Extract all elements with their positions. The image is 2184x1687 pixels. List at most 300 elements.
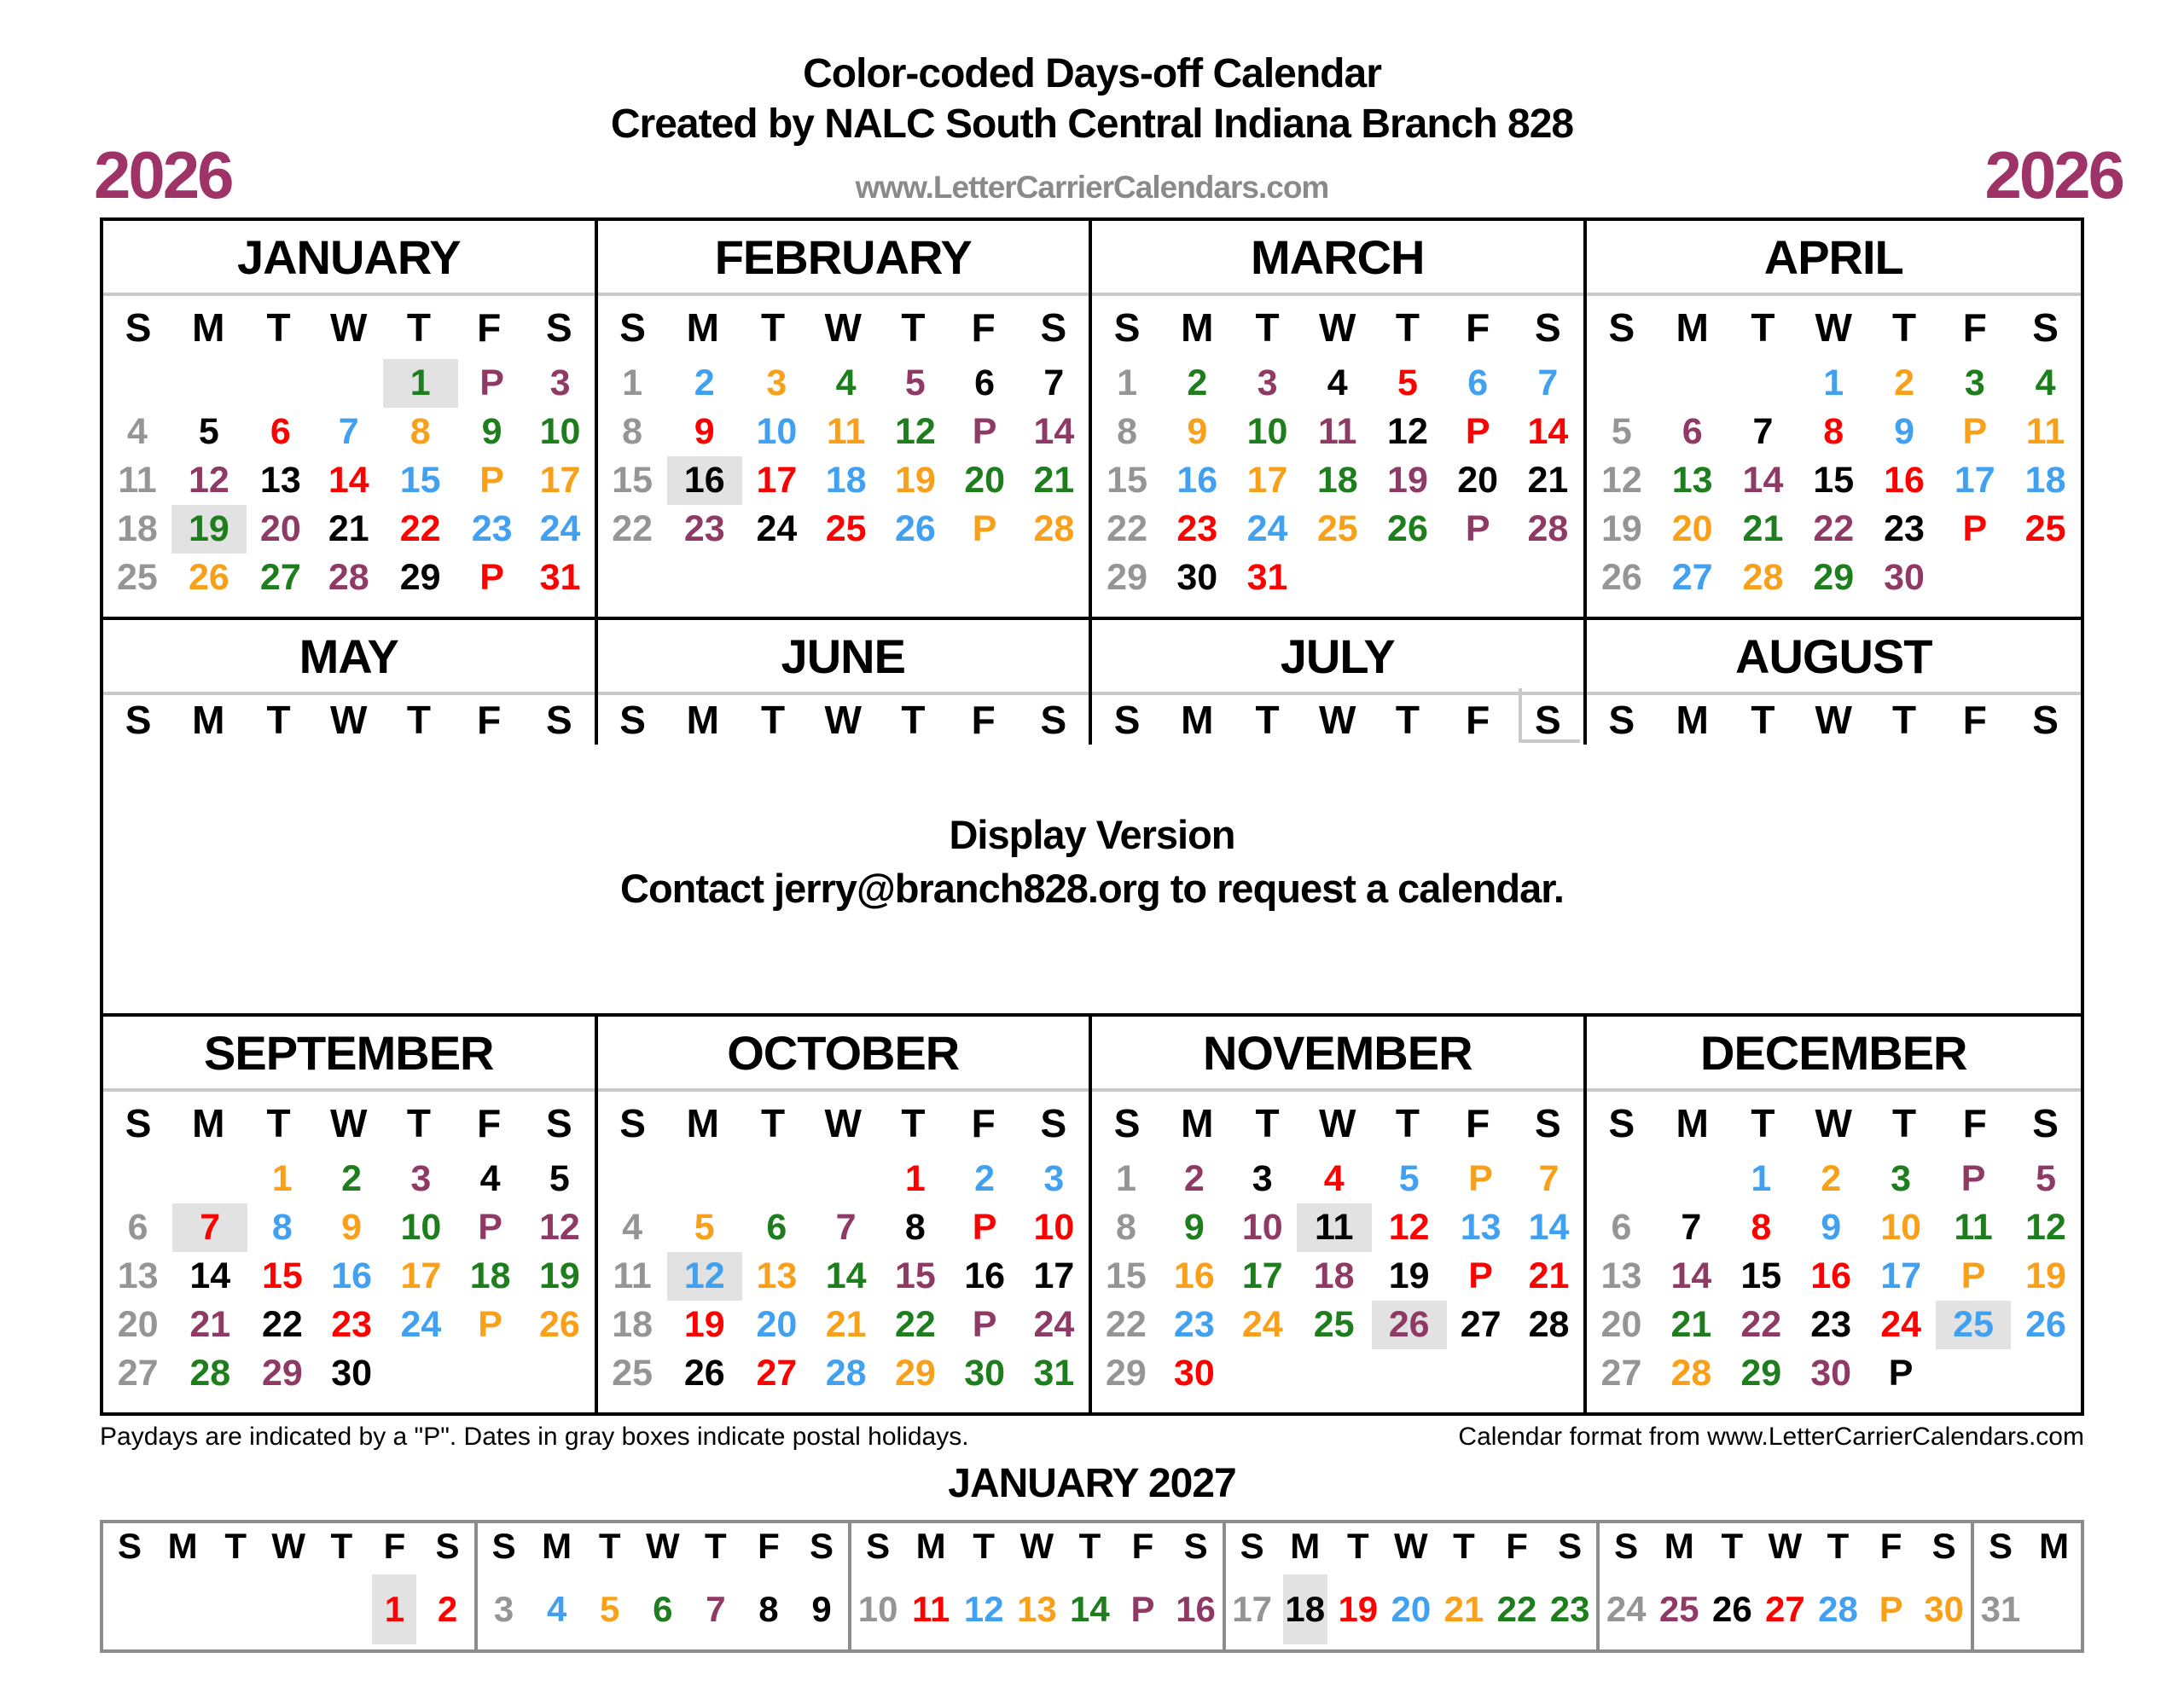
date-cell (1657, 359, 1728, 408)
date-cell (1587, 1349, 1657, 1398)
date-cell (1160, 1252, 1228, 1301)
date-number: 25 (1316, 508, 1358, 549)
weekday-label: F (971, 1101, 996, 1145)
date-number: 21 (1742, 508, 1784, 549)
date-cell (2010, 408, 2081, 456)
date-cell (1297, 1203, 1372, 1252)
date-cell (667, 1155, 742, 1203)
date-cell (103, 1349, 172, 1398)
legend-format-credit: Calendar format from www.LetterCarrierCalendars.com (1458, 1423, 2084, 1451)
date-number: 10 (756, 411, 798, 452)
date-number: 14 (189, 1255, 231, 1296)
date-cell (950, 1203, 1019, 1252)
date-cell (525, 1252, 594, 1301)
date-cell (1600, 1569, 1653, 1649)
date-cell (1513, 505, 1583, 554)
weekday-label: T (901, 305, 926, 350)
weekday-label: M (1676, 698, 1709, 742)
date-cell (1297, 1301, 1372, 1349)
date-cell (1656, 1155, 1726, 1203)
date-number: 1 (1823, 362, 1844, 403)
date-number: 14 (1033, 411, 1075, 452)
months-band-jan-apr (103, 221, 2081, 620)
date-cell (742, 1301, 811, 1349)
date-number: 16 (1884, 460, 1925, 501)
weekday-label: S (125, 305, 152, 350)
weekday-label: F (971, 698, 996, 742)
date-number: 21 (1443, 1589, 1484, 1629)
weekday-label: F (1879, 1526, 1902, 1566)
date-cell (1373, 359, 1443, 408)
page-title-line1: Color-coded Days-off Calendar (803, 51, 1381, 96)
date-number: 25 (825, 508, 867, 549)
date-cell (880, 456, 950, 505)
date-number: 3 (410, 1158, 432, 1199)
jan2027-week-block (1600, 1523, 1974, 1649)
date-cell (458, 505, 526, 554)
date-number: 9 (1183, 1207, 1205, 1248)
date-cell (458, 408, 526, 456)
date-cell (1162, 554, 1232, 602)
month-title: NOVEMBER (1092, 1017, 1583, 1092)
date-cell (1515, 1252, 1583, 1301)
date-cell (1372, 1203, 1447, 1252)
payday-marker: P (1468, 1158, 1493, 1199)
weekday-label: T (1395, 1101, 1420, 1145)
date-number: 18 (1316, 460, 1358, 501)
date-number: 17 (1880, 1255, 1922, 1296)
date-cell (315, 408, 383, 456)
date-number: 1 (622, 362, 643, 403)
date-cell (1587, 1252, 1657, 1301)
date-number: 12 (2025, 1207, 2066, 1248)
date-number: 14 (328, 460, 369, 501)
date-cell (2011, 1252, 2081, 1301)
weekday-label: S (619, 698, 646, 742)
date-cell (478, 1569, 531, 1649)
date-cell (1303, 408, 1373, 456)
date-number: 25 (612, 1353, 653, 1394)
date-number: 25 (2024, 508, 2066, 549)
date-number: 10 (1033, 1207, 1075, 1248)
date-number: 29 (1107, 557, 1148, 598)
date-number: 30 (964, 1353, 1006, 1394)
date-number: 26 (1372, 1301, 1447, 1349)
date-number: 4 (1327, 362, 1348, 403)
date-number: 12 (188, 460, 229, 501)
weekday-row (1226, 1523, 1597, 1569)
date-number: 9 (694, 411, 715, 452)
weekday-label: S (1558, 1526, 1583, 1566)
date-cell (1162, 408, 1232, 456)
date-cell (1758, 1569, 1811, 1649)
weekday-row (598, 695, 1089, 745)
date-cell (1297, 1252, 1372, 1301)
date-cell (811, 1301, 880, 1349)
month-december (1587, 1017, 2082, 1412)
date-cell (1587, 1155, 1657, 1203)
date-number: 14 (1742, 460, 1784, 501)
date-cell (315, 1569, 368, 1649)
weekday-label: T (266, 305, 291, 350)
date-cell (1936, 1203, 2011, 1252)
weekday-label: F (1506, 1526, 1528, 1566)
month-title: DECEMBER (1587, 1017, 2082, 1092)
date-number: 1 (1115, 1158, 1136, 1199)
date-cell (742, 456, 811, 505)
month-april (1587, 221, 2082, 617)
date-cell (2011, 1155, 2081, 1203)
note-line1: Display Version (949, 812, 1235, 857)
date-number: 29 (261, 1353, 303, 1394)
payday-marker: P (479, 362, 504, 403)
date-cell (1869, 408, 1940, 456)
date-cell (811, 1252, 880, 1301)
date-cell (1443, 505, 1513, 554)
date-cell (156, 1569, 209, 1649)
weekday-label: T (901, 698, 926, 742)
month-october (598, 1017, 1093, 1412)
date-cell (1019, 1155, 1089, 1203)
date-number: 16 (964, 1255, 1006, 1296)
date-number: 23 (1884, 508, 1925, 549)
date-number: 3 (1257, 362, 1278, 403)
date-number: 24 (1033, 1304, 1075, 1345)
date-number: 6 (1611, 1207, 1632, 1248)
date-number: 11 (118, 460, 157, 501)
date-cell (811, 359, 880, 408)
dates-grid (103, 359, 595, 602)
date-number: 3 (549, 362, 571, 403)
weekday-label: W (330, 305, 368, 350)
weekday-label: M (686, 698, 719, 742)
date-cell (1447, 1252, 1515, 1301)
date-number: 7 (835, 1207, 857, 1248)
weekday-label: W (1768, 1526, 1803, 1566)
date-cell (171, 408, 247, 456)
date-number: 20 (1671, 508, 1713, 549)
date-cell (1869, 359, 1940, 408)
date-cell (880, 408, 950, 456)
date-number: 28 (189, 1353, 231, 1394)
legend-row (100, 1423, 2084, 1452)
date-cell (1372, 1155, 1447, 1203)
date-number: 7 (1538, 1158, 1560, 1199)
date-number: 15 (894, 1255, 936, 1296)
weekday-label: S (1113, 1101, 1141, 1145)
date-number: 26 (1387, 508, 1428, 549)
weekday-row (598, 1092, 1089, 1155)
date-number: 1 (1117, 362, 1138, 403)
date-cell (667, 505, 742, 554)
date-number: 10 (400, 1207, 442, 1248)
date-cell (458, 456, 526, 505)
title-block (0, 49, 2184, 212)
date-number: 17 (1954, 460, 1995, 501)
date-cell (811, 1203, 880, 1252)
weekday-label: W (1319, 1101, 1356, 1145)
weekday-label: F (1962, 305, 1987, 350)
date-number: 14 (1527, 411, 1569, 452)
date-cell (1232, 456, 1302, 505)
date-cell (1438, 1569, 1490, 1649)
date-cell (598, 505, 667, 554)
date-number: 20 (1600, 1304, 1642, 1345)
weekday-label: S (619, 305, 646, 350)
date-cell (667, 1203, 742, 1252)
date-cell (950, 359, 1019, 408)
weekday-row (1092, 695, 1583, 745)
date-cell (2011, 1203, 2081, 1252)
weekday-label: T (1078, 1526, 1101, 1566)
payday-marker: P (1960, 1255, 1986, 1296)
date-number: 13 (1600, 1255, 1642, 1296)
date-cell (1705, 1569, 1758, 1649)
date-cell (247, 456, 315, 505)
date-number: 25 (1658, 1589, 1699, 1629)
weekday-label: M (1181, 1101, 1214, 1145)
date-number: 23 (471, 508, 513, 549)
date-number: 27 (1671, 557, 1713, 598)
date-cell (247, 1203, 317, 1252)
date-cell (742, 1349, 811, 1398)
date-number: 1 (1751, 1158, 1772, 1199)
month-title: APRIL (1587, 221, 2082, 296)
date-cell (1019, 1301, 1089, 1349)
weekday-label: M (1676, 305, 1709, 350)
date-number: 1 (372, 1574, 416, 1645)
date-cell (1162, 456, 1232, 505)
date-cell (2010, 456, 2081, 505)
weekday-label: F (1962, 698, 1987, 742)
date-cell (1303, 554, 1373, 602)
date-cell (456, 1203, 525, 1252)
date-number: 8 (1751, 1207, 1772, 1248)
date-number: 21 (825, 1304, 867, 1345)
date-cell (456, 1252, 525, 1301)
date-number: 9 (811, 1589, 832, 1629)
date-number: 22 (1496, 1589, 1537, 1629)
weekday-label: F (1466, 305, 1490, 350)
weekday-label: S (1040, 1101, 1067, 1145)
date-number: 30 (1810, 1353, 1852, 1394)
date-number: 13 (117, 1255, 159, 1296)
date-cell (2010, 554, 2081, 602)
weekday-row (103, 695, 595, 745)
date-cell (2010, 359, 2081, 408)
date-number: 7 (338, 411, 359, 452)
date-cell (386, 1155, 456, 1203)
date-cell (383, 456, 458, 505)
weekday-label: S (1040, 698, 1067, 742)
weekday-label: W (1019, 1526, 1054, 1566)
date-cell (456, 1349, 525, 1398)
date-cell (103, 1155, 172, 1203)
date-cell (598, 456, 667, 505)
weekday-row (103, 1523, 474, 1569)
date-cell (1160, 1301, 1228, 1349)
date-cell (1513, 456, 1583, 505)
payday-marker: P (478, 1207, 502, 1248)
date-number: 14 (1670, 1255, 1712, 1296)
date-cell (1228, 1349, 1297, 1398)
weekday-label: T (1751, 1101, 1775, 1145)
date-number: 6 (974, 362, 996, 403)
dates-row (1600, 1569, 1971, 1649)
weekday-label: M (915, 1526, 946, 1566)
date-cell (1513, 359, 1583, 408)
weekday-label: T (1453, 1526, 1475, 1566)
weekday-row (1092, 1092, 1583, 1155)
date-number: 19 (538, 1255, 580, 1296)
weekday-label: S (1614, 1526, 1639, 1566)
weekday-label: T (1255, 1101, 1280, 1145)
date-number: 16 (1176, 460, 1218, 501)
date-cell (1513, 408, 1583, 456)
date-cell (1936, 1155, 2011, 1203)
date-number: 22 (612, 508, 653, 549)
date-cell (1656, 1252, 1726, 1301)
month-september (103, 1017, 598, 1412)
date-number: 9 (1821, 1207, 1842, 1248)
date-number: 2 (1183, 1158, 1205, 1199)
months-band-sep-dec (103, 1013, 2081, 1412)
date-cell (1587, 359, 1658, 408)
date-cell (1160, 1203, 1228, 1252)
weekday-label: S (546, 1101, 572, 1145)
weekday-label: S (1608, 1101, 1635, 1145)
date-number: 5 (1397, 362, 1418, 403)
date-number: 16 (1176, 1589, 1216, 1629)
date-cell (368, 1569, 421, 1649)
date-number: 19 (171, 505, 247, 554)
date-number: 7 (1752, 411, 1774, 452)
date-cell (247, 1301, 317, 1349)
payday-marker: P (972, 1207, 997, 1248)
dates-grid (1587, 1155, 2082, 1398)
weekday-label: T (1891, 305, 1917, 350)
date-cell (525, 1203, 594, 1252)
date-cell (667, 1301, 742, 1349)
date-number: 19 (1338, 1589, 1379, 1629)
date-number: 11 (911, 1589, 950, 1629)
date-cell (1490, 1569, 1543, 1649)
date-cell (172, 1301, 247, 1349)
date-cell (1657, 408, 1728, 456)
date-cell (1798, 554, 1869, 602)
weekday-label: T (224, 1526, 247, 1566)
date-cell (1587, 1203, 1657, 1252)
date-cell (880, 1203, 950, 1252)
date-cell (315, 359, 383, 408)
date-cell (598, 1301, 667, 1349)
date-number: 24 (756, 508, 798, 549)
date-number: 19 (683, 1304, 725, 1345)
date-number: 20 (117, 1304, 159, 1345)
date-cell (103, 456, 171, 505)
date-number: 17 (1033, 1255, 1075, 1296)
date-cell (1232, 505, 1302, 554)
date-cell (1092, 1252, 1160, 1301)
weekday-label: T (1721, 1526, 1744, 1566)
weekday-label: M (542, 1526, 572, 1566)
date-cell (1116, 1569, 1169, 1649)
date-cell (1865, 1569, 1918, 1649)
date-cell (103, 1203, 172, 1252)
date-cell (667, 1252, 742, 1301)
weekday-label: S (546, 698, 572, 742)
date-cell (1019, 505, 1089, 554)
weekday-row (1092, 296, 1583, 359)
payday-marker: P (1879, 1589, 1903, 1629)
date-number: 17 (1232, 1589, 1272, 1629)
month-title: MAY (103, 620, 595, 695)
date-number: 11 (2025, 411, 2065, 452)
date-cell (1092, 1155, 1160, 1203)
date-cell (526, 456, 595, 505)
date-cell (1796, 1252, 1866, 1301)
date-cell (317, 1155, 386, 1203)
date-cell (526, 408, 595, 456)
date-number: 8 (622, 411, 643, 452)
date-cell (1160, 1155, 1228, 1203)
weekday-label: S (118, 1526, 142, 1566)
weekday-label: F (1962, 1101, 1987, 1145)
date-cell (1447, 1349, 1515, 1398)
weekday-label: F (1466, 1101, 1490, 1145)
date-cell (1728, 554, 1798, 602)
weekday-label: T (973, 1526, 996, 1566)
weekday-label: W (1815, 698, 1852, 742)
date-number: 10 (539, 411, 581, 452)
date-cell (1798, 408, 1869, 456)
weekday-label: T (1395, 305, 1420, 350)
date-cell (1728, 408, 1798, 456)
weekday-label: S (866, 1526, 891, 1566)
date-number: 31 (1246, 557, 1288, 598)
dates-row (478, 1569, 849, 1649)
date-number: 12 (963, 1589, 1004, 1629)
date-cell (1656, 1301, 1726, 1349)
date-cell (1019, 359, 1089, 408)
date-cell (1092, 359, 1162, 408)
weekday-label: M (192, 1101, 225, 1145)
date-number: 3 (766, 362, 787, 403)
date-number: 22 (894, 1304, 936, 1345)
date-cell (1869, 554, 1940, 602)
date-cell (247, 554, 315, 602)
date-number: 12 (667, 1252, 742, 1301)
payday-marker: P (1465, 508, 1490, 549)
date-cell (1279, 1569, 1332, 1649)
month-title: JANUARY (103, 221, 595, 296)
gray-box-artifact (1519, 688, 1580, 743)
date-cell (1811, 1569, 1864, 1649)
date-number: 11 (826, 411, 866, 452)
weekday-label: S (1931, 1526, 1956, 1566)
weekday-row (1600, 1523, 1971, 1569)
date-cell (1303, 359, 1373, 408)
date-number: 19 (1387, 460, 1428, 501)
date-number: 21 (189, 1304, 231, 1345)
date-number: 31 (1980, 1589, 2021, 1629)
month-title: FEBRUARY (598, 221, 1089, 296)
date-cell (904, 1569, 957, 1649)
january-2027-strip (100, 1520, 2084, 1653)
date-cell (1587, 408, 1658, 456)
date-number: 23 (331, 1304, 373, 1345)
date-cell (689, 1569, 742, 1649)
